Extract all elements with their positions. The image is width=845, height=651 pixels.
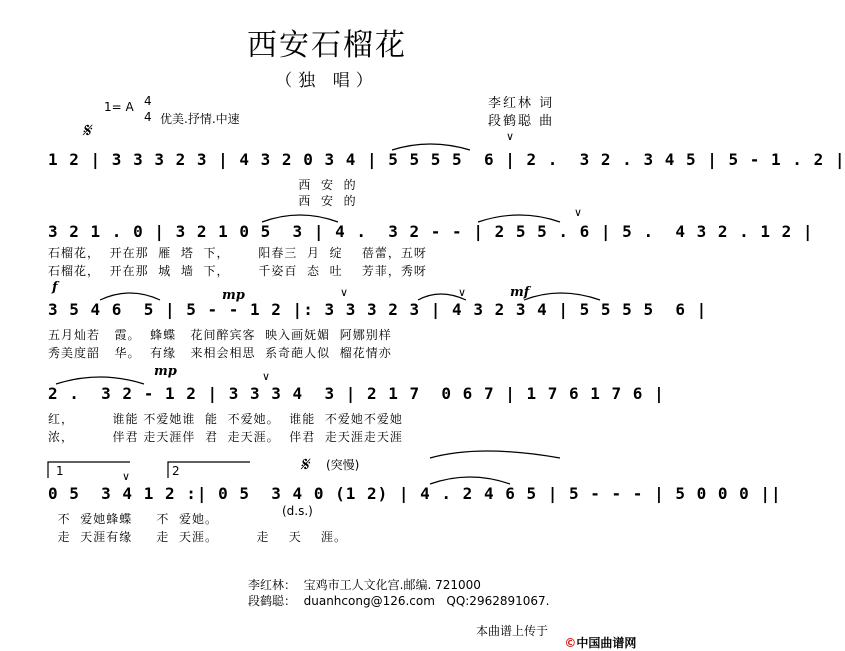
segno-icon: 𝄋 (82, 118, 91, 142)
slow-marking: (突慢) (326, 458, 360, 472)
dynamic-mp-1: mp (222, 288, 245, 303)
breath-mark-4: ∨ (458, 286, 467, 299)
site-logo-text: 中国曲谱网 (576, 636, 637, 650)
slur-9 (430, 451, 560, 458)
lyricist-credit: 李红林 词 (488, 96, 555, 111)
notation-row-5: 0 5 3 4 1 2 :| 0 5 3 4 0 (1 2) | 4 . 2 4 6 5 | 5 - - - | 5 0 0 0 || (48, 484, 782, 503)
lyrics-row-3-verse-2: 秀美度韶 华。 有缘 来相会相思 系奇葩人似 榴花情亦 (48, 346, 392, 360)
notation-row-2: 3 2 1 . 0 | 3 2 1 0 5 3 | 4 . 3 2 - - | 2 5 5 . 6 | 5 . 4 3 2 . 1 2 | (48, 222, 814, 241)
notation-row-3: 3 5 4 6 5 | 5 - - 1 2 |: 3 3 3 2 3 | 4 3 2 3 4 | 5 5 5 5 6 | (48, 300, 708, 319)
key-signature: 1= A (104, 100, 134, 114)
site-logo-icon: © (564, 636, 577, 650)
lyrics-row-2-verse-1: 石榴花， 开在那 雁 塔 下， 阳春三 月 绽 蓓蕾，五呀 (48, 246, 427, 260)
volta-2-bracket (168, 462, 250, 478)
lyrics-row-4-verse-1: 红， 谁能 不爱她谁 能 不爱她。 谁能 不爱她不爱她 (48, 412, 403, 426)
breath-mark-6: ∨ (122, 470, 131, 483)
dal-segno-marking: (d.s.) (282, 504, 313, 518)
tempo-marking: 优美.抒情.中速 (160, 112, 240, 126)
time-signature-top: 4 (144, 94, 152, 108)
slur-7 (56, 377, 144, 384)
notation-row-1: 1 2 | 3 3 3 2 3 | 4 3 2 0 3 4 | 5 5 5 5 6 | 2 . 3 2 . 3 4 5 | 5 - 1 . 2 | (48, 150, 845, 169)
slur-4 (100, 293, 160, 300)
slur-6 (524, 293, 600, 300)
upload-note: 本曲谱上传于 (476, 624, 549, 638)
lyrics-row-3-verse-1: 五月灿若 霞。 蜂蝶 花间醉宾客 映入画妩媚 阿娜别样 (48, 328, 392, 342)
volta-1-label: 1 (56, 464, 64, 478)
breath-mark-2: ∨ (574, 206, 583, 219)
slur-1 (392, 144, 470, 150)
slur-3 (478, 215, 560, 222)
breath-mark-1: ∨ (506, 130, 515, 143)
breath-mark-5: ∨ (262, 370, 271, 383)
time-signature-bottom: 4 (144, 110, 152, 124)
segno-icon-2: 𝄋 (300, 452, 309, 476)
dynamic-mf: mf (510, 285, 530, 300)
lyrics-row-1-verse-1: 西 安 的 (48, 178, 357, 192)
lyrics-row-5-verse-2: 走 天涯有缘 走 天涯。 走 天 涯。 (48, 530, 347, 544)
lyrics-row-5-verse-1: 不 爱她蜂蝶 不 爱她。 (48, 512, 218, 526)
lyrics-row-1-verse-2: 西 安 的 (48, 194, 357, 208)
composer-credit: 段鹤聪 曲 (488, 114, 555, 129)
lyrics-row-2-verse-2: 石榴花， 开在那 城 墙 下， 千姿百 态 吐 芳菲，秀呀 (48, 264, 427, 278)
footer-composer-info: 段鹤聪： duanhcong@126.com QQ:2962891067. (248, 594, 550, 608)
footer-lyricist-info: 李红林： 宝鸡市工人文化宫.邮编. 721000 (248, 578, 481, 592)
slur-2 (262, 215, 338, 222)
volta-1-bracket (48, 462, 130, 478)
dynamic-mp-2: mp (154, 364, 177, 379)
notation-row-4: 2 . 3 2 - 1 2 | 3 3 3 4 3 | 2 1 7 0 6 7 | 1 7 6 1 7 6 | (48, 384, 665, 403)
breath-mark-3: ∨ (340, 286, 349, 299)
lyrics-row-4-verse-2: 浓， 伴君 走天涯伴 君 走天涯。 伴君 走天涯走天涯 (48, 430, 403, 444)
song-subtitle: （独 唱） (275, 71, 379, 91)
song-title: 西安石榴花 (247, 28, 407, 63)
volta-2-label: 2 (172, 464, 180, 478)
dynamic-f: f (52, 280, 58, 295)
slur-8 (430, 477, 510, 484)
